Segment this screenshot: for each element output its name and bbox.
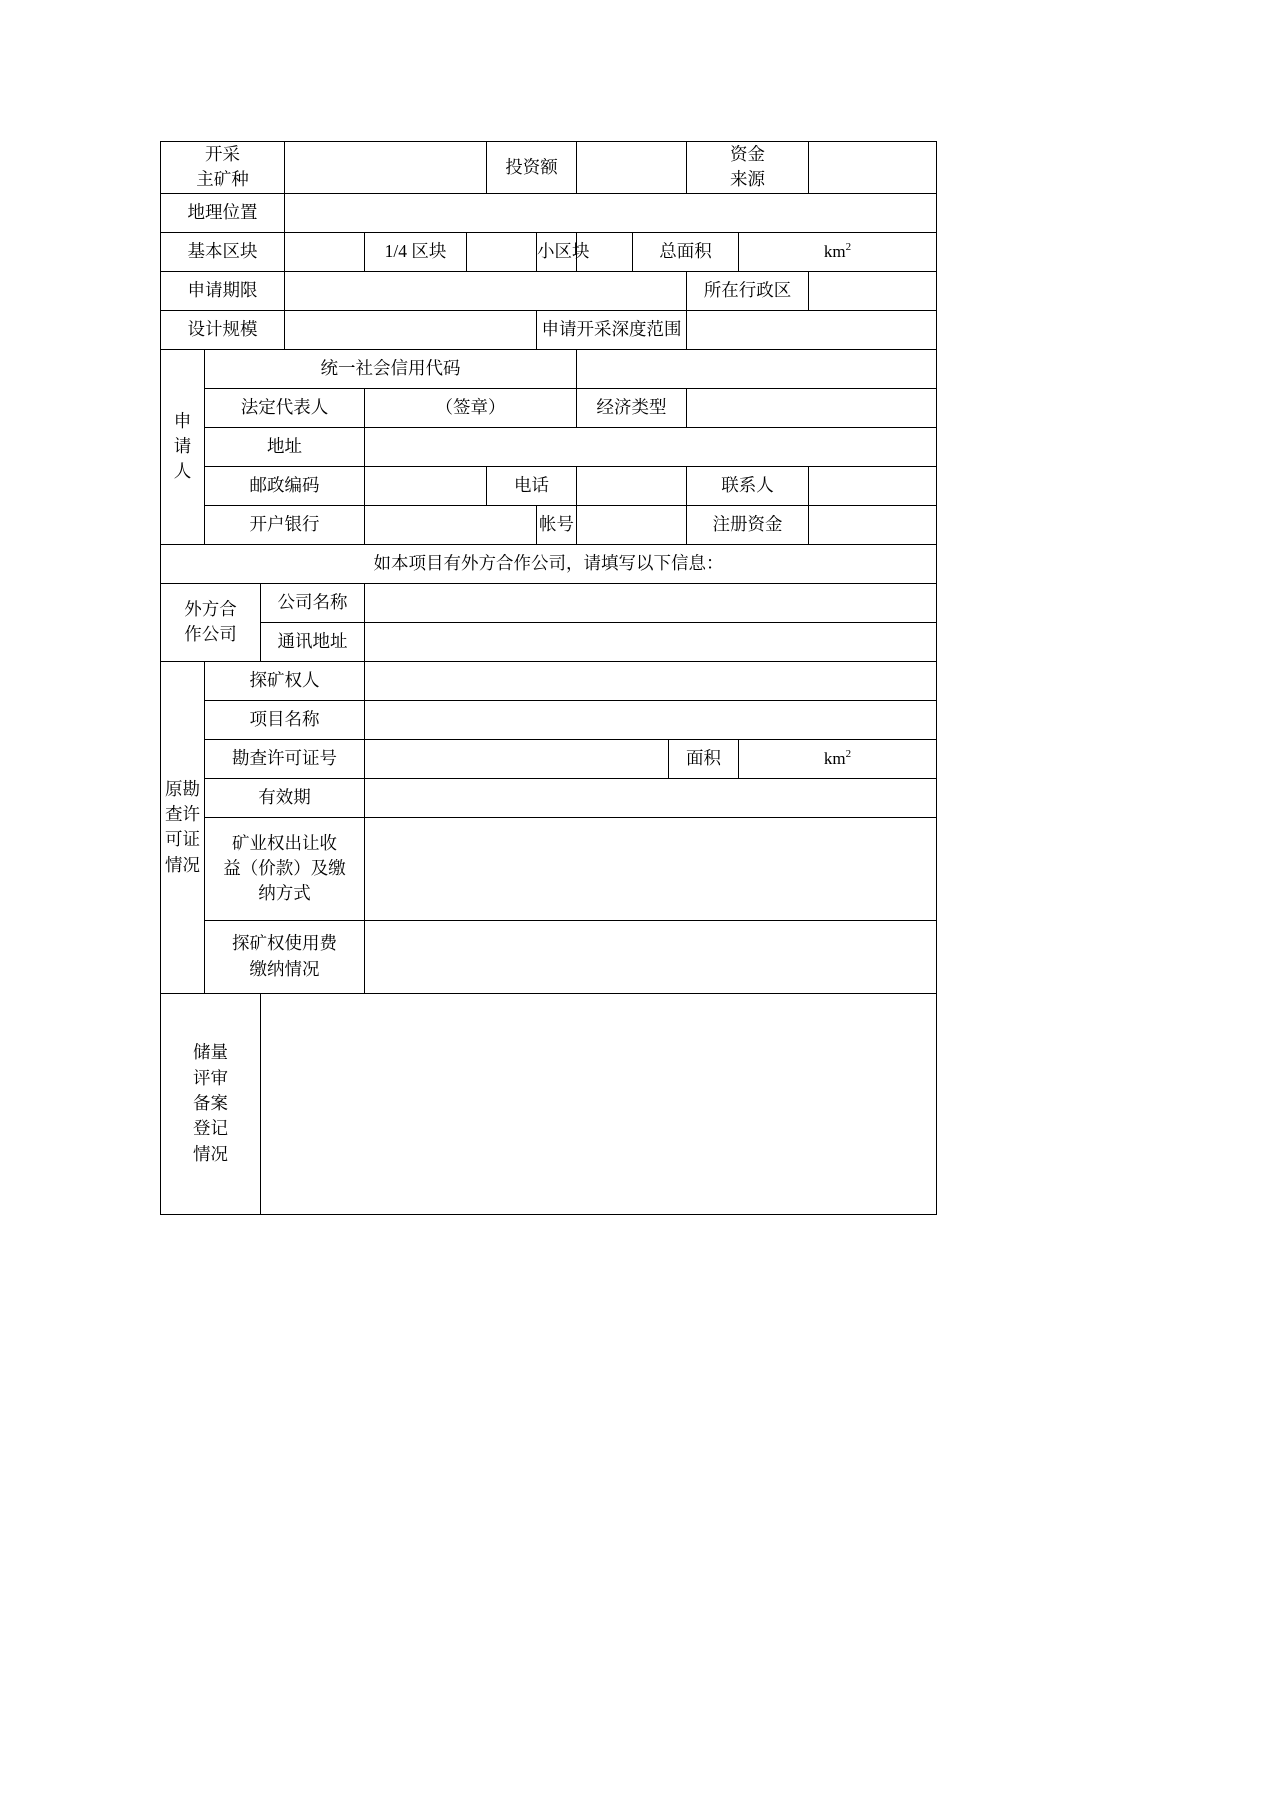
applicant-address-value[interactable]: [365, 427, 937, 466]
validity-label: 有效期: [205, 778, 365, 817]
funding-source-label-line1: 资金: [730, 144, 766, 164]
foreign-partner-side-label-line2: 作公司: [184, 624, 237, 645]
table-row-foreign-partner-note: [161, 544, 937, 583]
telephone-label: 电话: [487, 466, 577, 505]
reserve-review-side-label: [161, 993, 261, 1214]
table-row-design-scale: [161, 310, 937, 349]
foreign-partner-note: 如本项目有外方合作公司，请填写以下信息：: [161, 544, 937, 583]
reserve-review-side-label-line2: 备案: [193, 1093, 228, 1114]
account-label: 帐号: [537, 505, 577, 544]
foreign-mailing-address-value[interactable]: [365, 622, 937, 661]
transfer-income-label-line1: 益（价款）及缴: [223, 858, 346, 879]
transfer-income-label: [205, 817, 365, 920]
reserve-review-side-label-stack: [161, 1040, 260, 1167]
registered-capital-value[interactable]: [809, 505, 937, 544]
geographic-location-label: 地理位置: [161, 193, 285, 232]
contact-person-label: 联系人: [687, 466, 809, 505]
table-row-postal-telephone-contact: [161, 466, 937, 505]
mining-application-form: [160, 141, 936, 1215]
usage-fee-label-line0: 探矿权使用费: [232, 933, 337, 954]
project-name-label: 项目名称: [205, 700, 365, 739]
license-area-unit-superscript: 2: [845, 748, 852, 761]
applicant-side-label-stack: [161, 409, 204, 485]
original-license-side-label: [161, 661, 205, 993]
reserve-review-side-label-line1: 评审: [193, 1067, 228, 1088]
form-table: [160, 141, 937, 1215]
license-number-value[interactable]: [365, 739, 669, 778]
original-license-side-label-line2: 可证: [165, 829, 200, 850]
table-row-transfer-income: [161, 817, 937, 920]
original-license-side-label-line1: 查许: [165, 803, 200, 824]
applicant-address-label: 地址: [205, 427, 365, 466]
contact-person-value[interactable]: [809, 466, 937, 505]
registered-capital-label: 注册资金: [687, 505, 809, 544]
foreign-partner-side-label-stack: [161, 597, 260, 648]
usage-fee-value[interactable]: [365, 920, 937, 993]
license-number-label: 勘查许可证号: [205, 739, 365, 778]
table-row-reserve-review: [161, 993, 937, 1214]
main-mineral-label: [161, 142, 285, 194]
license-area-value[interactable]: [739, 739, 937, 778]
transfer-income-label-line2: 纳方式: [258, 883, 311, 904]
reserve-review-side-label-line0: 储量: [193, 1042, 228, 1063]
economic-type-value[interactable]: [687, 388, 937, 427]
original-license-side-label-line3: 情况: [165, 854, 200, 875]
mining-depth-range-value[interactable]: [687, 310, 937, 349]
table-row-project-name: [161, 700, 937, 739]
table-row-validity: [161, 778, 937, 817]
table-row-main-mineral: [161, 142, 937, 194]
table-row-usage-fee: [161, 920, 937, 993]
account-value[interactable]: [577, 505, 687, 544]
table-row-block-area: [161, 232, 937, 271]
applicant-side-label-char-2: 人: [173, 461, 192, 482]
table-row-explorer: [161, 661, 937, 700]
application-period-value[interactable]: [285, 271, 687, 310]
main-mineral-label-line1: 开采: [205, 144, 240, 164]
applicant-side-label-char-0: 申: [173, 410, 192, 431]
original-license-side-label-stack: [161, 777, 204, 879]
total-area-unit-superscript: 2: [845, 241, 852, 254]
unified-credit-code-label: 统一社会信用代码: [205, 349, 577, 388]
funding-source-label: [687, 142, 809, 194]
table-row-geographic-location: [161, 193, 937, 232]
postal-code-value[interactable]: [365, 466, 487, 505]
usage-fee-label-line1: 缴纳情况: [249, 958, 320, 979]
original-license-side-label-line0: 原勘: [165, 778, 200, 799]
table-row-license-number-area: [161, 739, 937, 778]
economic-type-label: 经济类型: [577, 388, 687, 427]
legal-representative-label: 法定代表人: [205, 388, 365, 427]
funding-source-value[interactable]: [809, 142, 937, 194]
total-area-unit: km: [823, 241, 846, 261]
legal-representative-value[interactable]: （签章）: [365, 388, 577, 427]
explorer-label: 探矿权人: [205, 661, 365, 700]
foreign-partner-side-label: [161, 583, 261, 661]
validity-value[interactable]: [365, 778, 937, 817]
transfer-income-value[interactable]: [365, 817, 937, 920]
administrative-region-label: 所在行政区: [687, 271, 809, 310]
unified-credit-code-value[interactable]: [577, 349, 937, 388]
reserve-review-side-label-line3: 登记: [193, 1118, 228, 1139]
investment-value[interactable]: [577, 142, 687, 194]
table-row-legal-representative: [161, 388, 937, 427]
quarter-block-value[interactable]: [467, 232, 537, 271]
total-area-value[interactable]: [739, 232, 937, 271]
foreign-company-name-label: 公司名称: [261, 583, 365, 622]
bank-value[interactable]: [365, 505, 537, 544]
mining-depth-range-label: 申请开采深度范围: [537, 310, 687, 349]
small-block-label: 小区块: [537, 232, 577, 271]
postal-code-label: 邮政编码: [205, 466, 365, 505]
license-area-label: 面积: [669, 739, 739, 778]
foreign-company-name-value[interactable]: [365, 583, 937, 622]
main-mineral-value[interactable]: [285, 142, 487, 194]
basic-block-label: 基本区块: [161, 232, 285, 271]
foreign-partner-side-label-line1: 外方合: [184, 598, 237, 619]
telephone-value[interactable]: [577, 466, 687, 505]
table-row-applicant-address: [161, 427, 937, 466]
bank-label: 开户银行: [205, 505, 365, 544]
table-row-foreign-company-name: [161, 583, 937, 622]
license-area-unit: km: [823, 748, 846, 768]
reserve-review-value[interactable]: [261, 993, 937, 1214]
application-period-label: 申请期限: [161, 271, 285, 310]
transfer-income-label-line0: 矿业权出让收: [232, 832, 337, 853]
applicant-side-label: [161, 349, 205, 544]
design-scale-label: 设计规模: [161, 310, 285, 349]
investment-label: 投资额: [487, 142, 577, 194]
table-row-unified-credit-code: [161, 349, 937, 388]
design-scale-value[interactable]: [285, 310, 537, 349]
quarter-block-label: 1/4 区块: [365, 232, 467, 271]
table-row-application-period: [161, 271, 937, 310]
project-name-value[interactable]: [365, 700, 937, 739]
main-mineral-label-line2: 主矿种: [196, 169, 249, 190]
table-row-foreign-mailing-address: [161, 622, 937, 661]
applicant-side-label-char-1: 请: [173, 436, 192, 457]
table-row-bank-account-capital: [161, 505, 937, 544]
usage-fee-label: [205, 920, 365, 993]
funding-source-label-line2: 来源: [730, 169, 766, 190]
administrative-region-value[interactable]: [809, 271, 937, 310]
explorer-value[interactable]: [365, 661, 937, 700]
total-area-label: 总面积: [633, 232, 739, 271]
geographic-location-value[interactable]: [285, 193, 937, 232]
foreign-mailing-address-label: 通讯地址: [261, 622, 365, 661]
basic-block-value[interactable]: [285, 232, 365, 271]
reserve-review-side-label-line4: 情况: [193, 1143, 228, 1164]
